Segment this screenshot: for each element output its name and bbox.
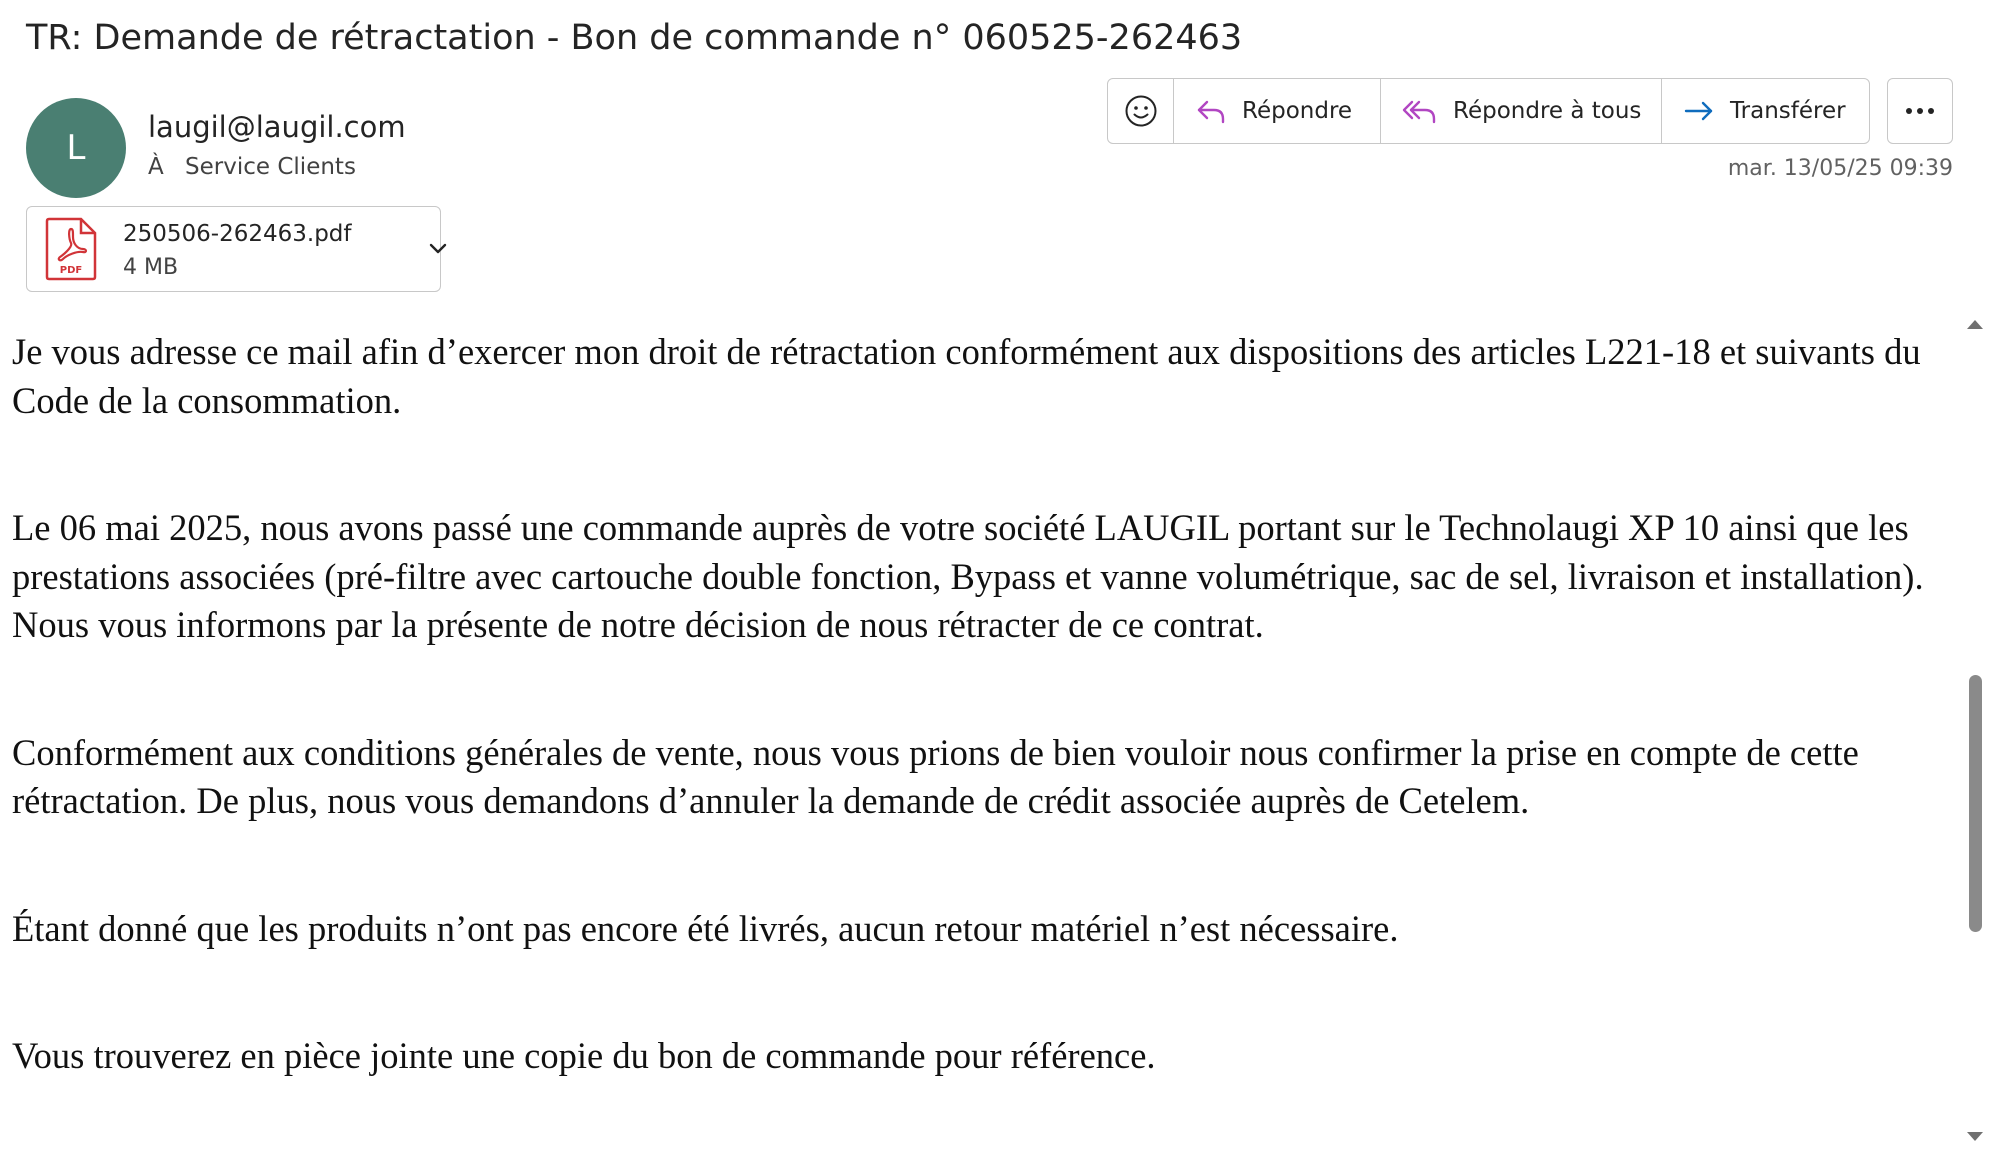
body-paragraph: Conformément aux conditions générales de vente, nous vous prions de bien vouloir nous confirmer la prise en compte de cette rétractation. De plus, nous vous demandons d’annuler la demande de crédit associée auprès de Cetelem. [12, 731, 1859, 821]
reply-all-icon [1401, 94, 1439, 128]
scroll-up-arrow-icon[interactable] [1966, 318, 1984, 330]
body-paragraph: Le 06 mai 2025, nous avons passé une commande auprès de votre société LAUGIL portant sur le Technolaugi XP 10 ainsi que les prestations associées (pré-filtre avec cartouche double fonction, Bypass et vanne volumétrique, sac de sel, livraison et installation). Nous vous informons par la présente de notre décision de nous rétracter de ce contrat. [12, 507, 1924, 645]
reply-all-button[interactable] [1381, 79, 1662, 143]
body-paragraph: Vous trouverez en pièce jointe une copie du bon de commande pour référence. [12, 1035, 1156, 1076]
message-date: mar. 13/05/25 09:39 [1727, 156, 1953, 181]
attachment-card[interactable] [26, 206, 441, 292]
forward-arrow-icon [1682, 94, 1716, 128]
pdf-icon [43, 217, 99, 281]
body-paragraph: Je vous adresse ce mail afin d’exercer mon droit de rétractation conformément aux dispositions des articles L221-18 et suivants du Code de la consommation. [12, 331, 1921, 421]
reply-label: Répondre [1242, 98, 1353, 124]
recipient-line [148, 154, 356, 180]
sender-address[interactable]: laugil@laugil.com [148, 110, 406, 144]
vertical-scrollbar[interactable] [1962, 310, 1988, 1145]
attachment-size: 4 MB [123, 255, 179, 280]
more-horizontal-icon [1903, 106, 1937, 116]
recipient-name[interactable]: Service Clients [185, 154, 356, 180]
email-subject: TR: Demande de rétractation - Bon de commande n° 060525-262463 [26, 18, 1243, 58]
chevron-down-icon[interactable] [428, 242, 448, 256]
attachment-name: 250506-262463.pdf [123, 221, 352, 247]
more-actions-button[interactable] [1887, 78, 1953, 144]
emoji-icon [1124, 94, 1158, 128]
sender-avatar[interactable]: L [26, 98, 126, 198]
scroll-down-arrow-icon[interactable] [1966, 1131, 1984, 1143]
forward-button[interactable] [1662, 79, 1869, 143]
message-body [12, 328, 1960, 1149]
pdf-icon-label: PDF [59, 265, 83, 276]
forward-label: Transférer [1730, 98, 1846, 124]
body-paragraph: Étant donné que les produits n’ont pas encore été livrés, aucun retour matériel n’est nécessaire. [12, 907, 1399, 949]
reply-icon [1194, 94, 1228, 128]
message-actions-toolbar [1107, 78, 1870, 144]
scrollbar-thumb[interactable] [1969, 675, 1982, 932]
to-label: À [148, 154, 164, 180]
react-button[interactable] [1108, 79, 1174, 143]
reply-all-label: Répondre à tous [1453, 98, 1642, 124]
reply-button[interactable] [1174, 79, 1381, 143]
